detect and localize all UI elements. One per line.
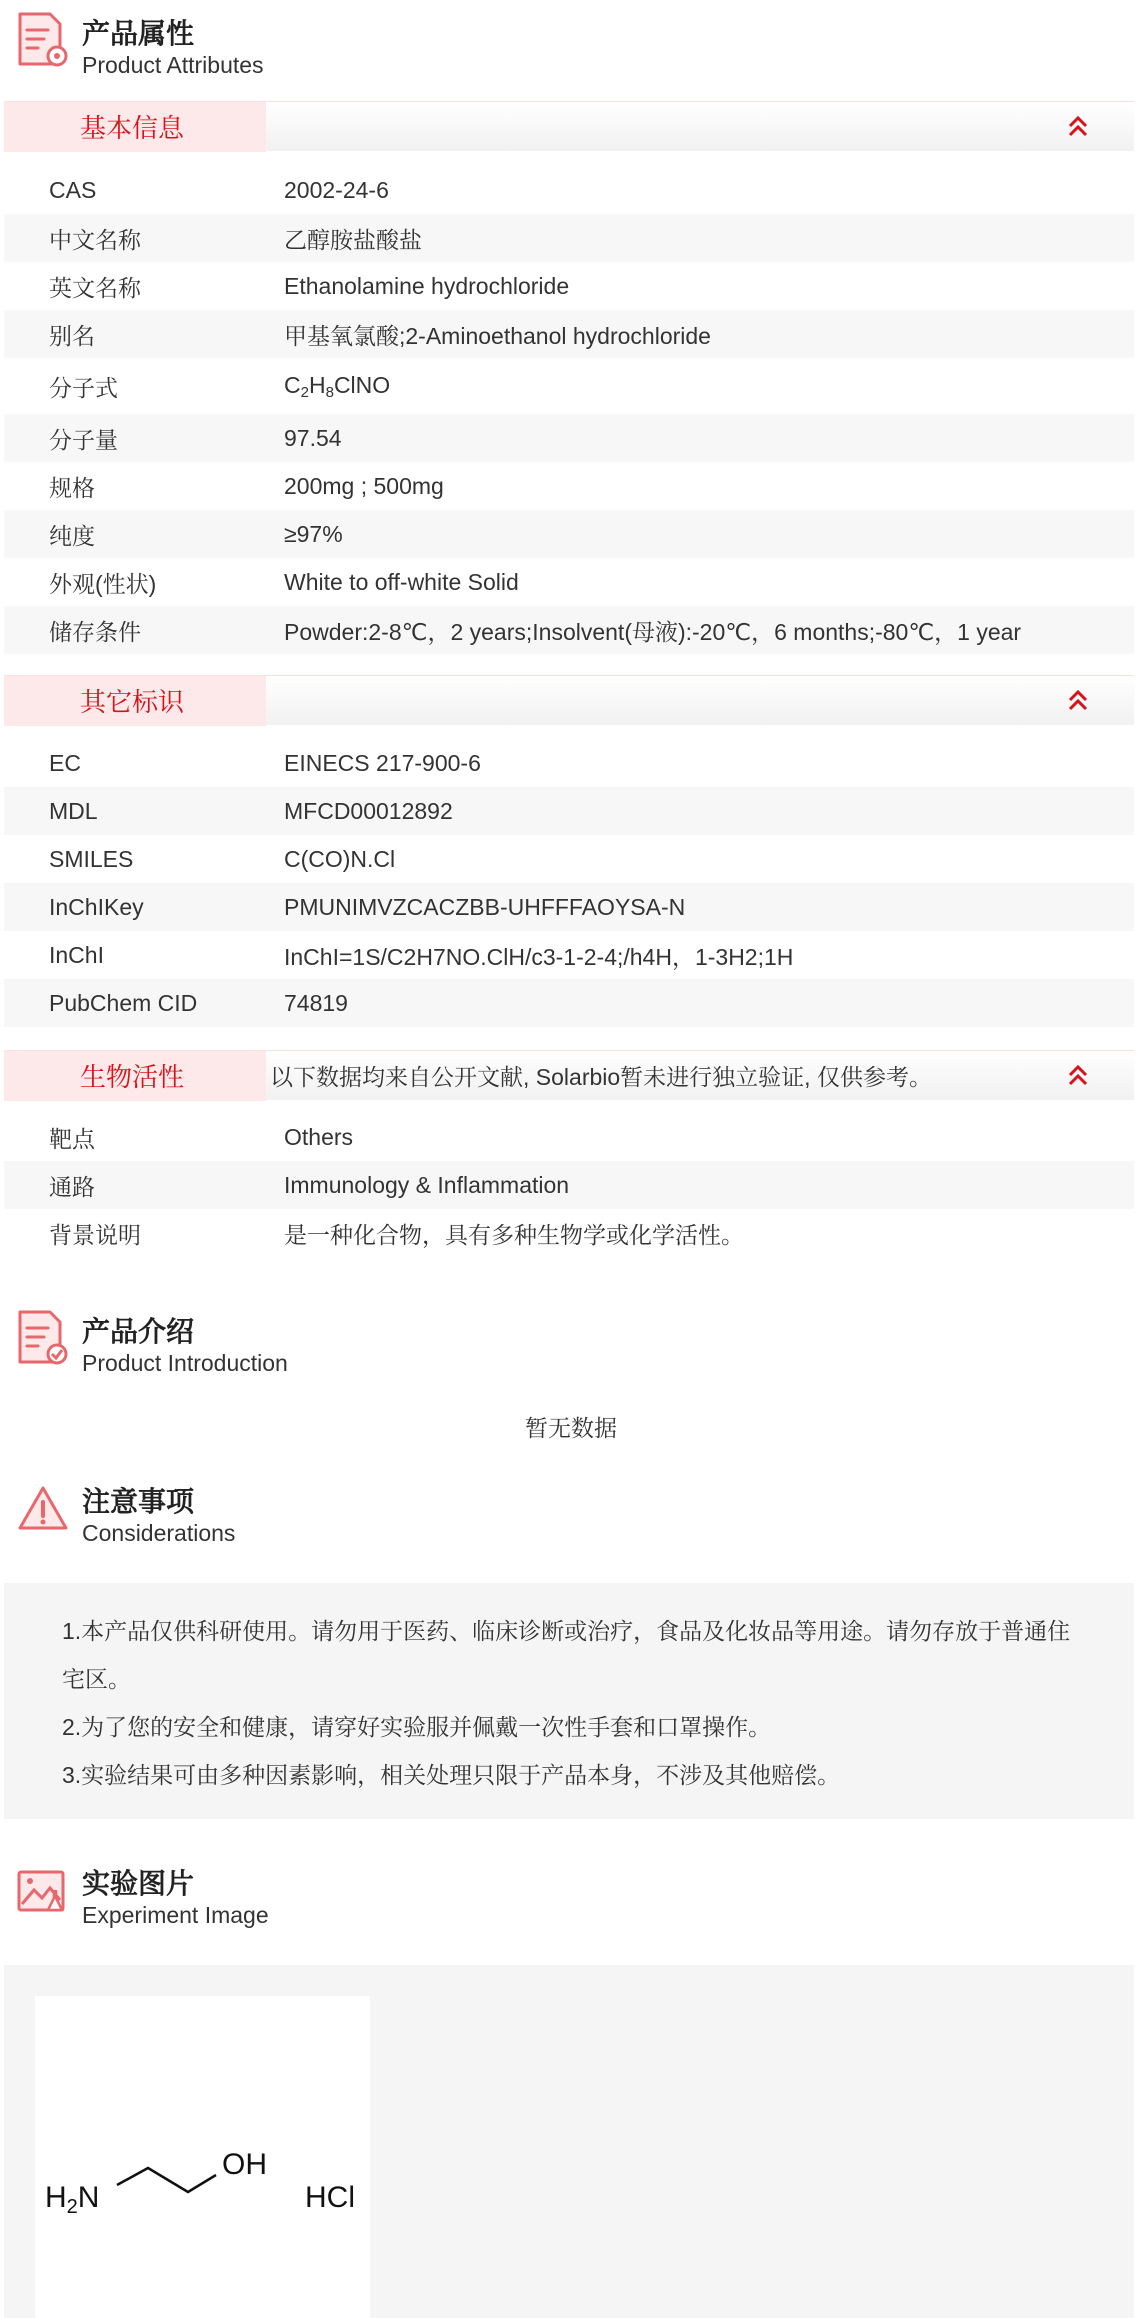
formula-part: H <box>308 371 326 398</box>
collapse-chevron-icon[interactable] <box>1066 114 1090 138</box>
section-subtitle: Product Attributes <box>82 52 264 78</box>
row-value: Ethanolamine hydrochloride <box>284 272 570 299</box>
row-key: 分子量 <box>49 426 118 453</box>
table-row <box>4 606 1134 654</box>
structure-image[interactable] <box>35 1996 370 2318</box>
section-title: 产品介绍 <box>82 1316 195 1347</box>
row-key: 储存条件 <box>49 618 141 645</box>
section-title: 注意事项 <box>82 1486 195 1517</box>
table-row <box>4 787 1134 835</box>
table-row <box>4 1113 1134 1161</box>
section-title: 产品属性 <box>82 18 195 49</box>
table-row <box>4 310 1134 358</box>
intro-empty-text: 暂无数据 <box>525 1415 617 1441</box>
formula-subscript: 2 <box>300 383 309 401</box>
table-row <box>4 510 1134 558</box>
consideration-item: 3.实验结果可由多种因素影响，相关处理只限于产品本身，不涉及其他赔偿。 <box>62 1762 841 1788</box>
collapse-chevron-icon[interactable] <box>1066 1063 1090 1087</box>
image-flask-icon <box>14 1860 72 1922</box>
formula-part: C <box>284 371 301 398</box>
formula-part: ClNO <box>333 371 391 398</box>
row-value: EINECS 217-900-6 <box>284 749 481 776</box>
row-key: CAS <box>49 176 97 203</box>
row-key: 中文名称 <box>49 226 141 253</box>
experiment-image-header <box>14 1860 269 1930</box>
basic-info-tab[interactable]: 基本信息 <box>4 102 266 152</box>
table-row <box>4 835 1134 883</box>
row-value: 200mg ; 500mg <box>284 472 444 499</box>
table-row <box>4 358 1134 414</box>
row-key: InChIKey <box>49 893 144 920</box>
section-subtitle: Product Introduction <box>82 1350 288 1376</box>
row-value: C(CO)N.Cl <box>284 845 396 872</box>
table-row <box>4 979 1134 1027</box>
table-row <box>4 214 1134 262</box>
table-row <box>4 414 1134 462</box>
row-key: MDL <box>49 797 98 824</box>
row-key: 纯度 <box>49 522 95 549</box>
product-attributes-header <box>14 10 264 80</box>
row-value: Immunology & Inflammation <box>284 1171 570 1198</box>
row-key: SMILES <box>49 845 134 872</box>
row-key: EC <box>49 749 81 776</box>
table-row <box>4 739 1134 787</box>
row-value: PMUNIMVZCACZBB-UHFFFAOYSA-N <box>284 893 686 920</box>
row-value: 74819 <box>284 989 348 1016</box>
disclaimer-note: 以下数据均来自公开文献, Solarbio暂未进行独立验证, 仅供参考。 <box>270 1064 932 1090</box>
other-ids-bar[interactable] <box>4 675 1134 725</box>
row-key: 外观(性状) <box>49 570 157 597</box>
section-subtitle: Considerations <box>82 1520 236 1546</box>
row-key: 分子式 <box>49 374 118 401</box>
row-key: 规格 <box>49 474 95 501</box>
considerations-panel <box>4 1583 1134 1819</box>
row-value: 是一种化合物，具有多种生物学或化学活性。 <box>284 1221 744 1248</box>
table-row <box>4 166 1134 214</box>
row-key: PubChem CID <box>49 989 198 1016</box>
row-value: InChI=1S/C2H7NO.ClH/c3-1-2-4;/h4H，1-3H2;1H <box>284 943 794 970</box>
hcl-label: HCl <box>305 2181 355 2214</box>
formula-subscript: 8 <box>325 383 334 401</box>
table-row <box>4 883 1134 931</box>
row-key: 英文名称 <box>49 274 141 301</box>
row-value: Powder:2-8℃，2 years;Insolvent(母液):-20℃，6 months;-80℃，1 year <box>284 618 1022 645</box>
document-gear-icon <box>14 10 72 72</box>
other-ids-tab[interactable]: 其它标识 <box>4 676 266 726</box>
table-row <box>4 262 1134 310</box>
section-title: 实验图片 <box>82 1868 195 1899</box>
table-row <box>4 462 1134 510</box>
table-row <box>4 558 1134 606</box>
product-introduction-header <box>14 1308 288 1378</box>
molecular-formula <box>284 372 390 401</box>
collapse-chevron-icon[interactable] <box>1066 688 1090 712</box>
row-key: InChI <box>49 941 104 968</box>
row-key: 通路 <box>49 1173 95 1200</box>
basic-info-bar[interactable] <box>4 101 1134 151</box>
section-subtitle: Experiment Image <box>82 1902 269 1928</box>
row-key: 靶点 <box>49 1125 95 1152</box>
row-value: 甲基氧氯酸;2-Aminoethanol hydrochloride <box>284 322 711 349</box>
bio-activity-bar[interactable] <box>4 1050 1134 1100</box>
experiment-image-panel <box>4 1965 1134 2318</box>
consideration-item: 1.本产品仅供科研使用。请勿用于医药、临床诊断或治疗，食品及化妆品等用途。请勿存放于普通住宅区。 <box>62 1618 1071 1692</box>
amine-label: $H_2N$ <box>45 2181 100 2218</box>
table-row <box>4 1161 1134 1209</box>
row-value: 2002-24-6 <box>284 176 389 203</box>
considerations-header <box>14 1478 235 1548</box>
bio-activity-tab[interactable]: 生物活性 <box>4 1051 266 1101</box>
row-key: 背景说明 <box>49 1221 141 1248</box>
consideration-item: 2.为了您的安全和健康，请穿好实验服并佩戴一次性手套和口罩操作。 <box>62 1714 772 1740</box>
row-value: White to off-white Solid <box>284 568 519 595</box>
warning-triangle-icon <box>14 1478 72 1540</box>
table-row <box>4 931 1134 979</box>
row-value: ≥97% <box>284 520 343 547</box>
row-key: 别名 <box>49 322 95 349</box>
hydroxyl-label: OH <box>222 2148 267 2181</box>
document-check-icon <box>14 1308 72 1370</box>
row-value: MFCD00012892 <box>284 797 453 824</box>
row-value: Others <box>284 1123 354 1150</box>
row-value: 97.54 <box>284 424 342 451</box>
ethanolamine-hcl-structure <box>35 1996 370 2318</box>
row-value: 乙醇胺盐酸盐 <box>284 226 422 253</box>
table-row <box>4 1209 1134 1257</box>
